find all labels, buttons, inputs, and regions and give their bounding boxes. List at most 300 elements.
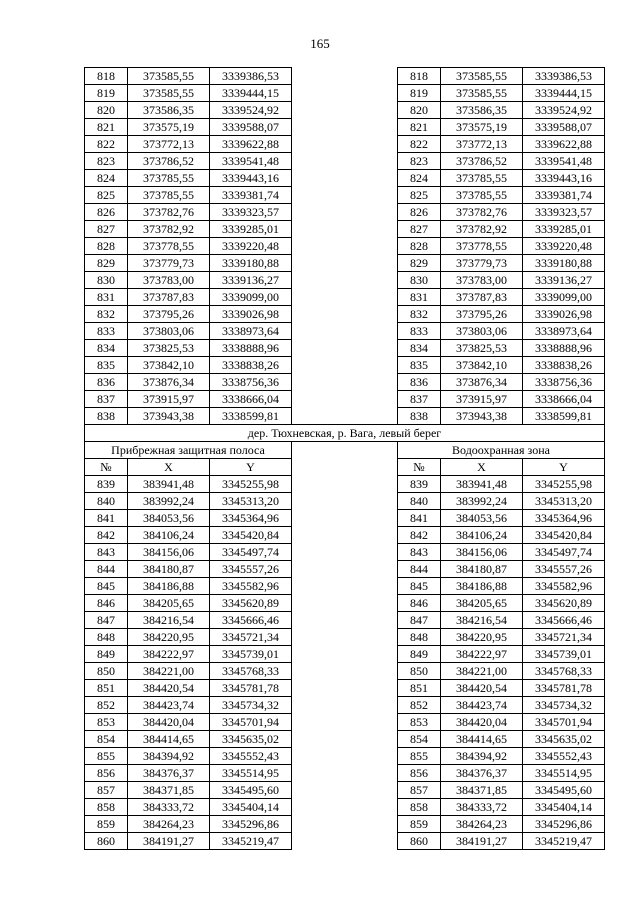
point-number-right: 857	[398, 782, 441, 799]
y-value-left: 3345582,96	[210, 578, 292, 595]
x-value-left: 373795,26	[128, 306, 210, 323]
point-number-left: 823	[85, 153, 128, 170]
point-number-right: 834	[398, 340, 441, 357]
table-row	[85, 340, 605, 357]
y-value-left: 3345734,32	[210, 697, 292, 714]
table-row	[85, 561, 605, 578]
point-number-left: 828	[85, 238, 128, 255]
point-number-left: 852	[85, 697, 128, 714]
point-number-left: 839	[85, 476, 128, 493]
x-value-right: 373785,55	[441, 170, 523, 187]
gap-cell	[292, 289, 398, 306]
point-number-right: 838	[398, 408, 441, 425]
table-row	[85, 527, 605, 544]
gap-cell	[292, 748, 398, 765]
y-value-right: 3345620,89	[523, 595, 605, 612]
y-value-right: 3339220,48	[523, 238, 605, 255]
point-number-left: 836	[85, 374, 128, 391]
y-value-right: 3339524,92	[523, 102, 605, 119]
point-number-right: 819	[398, 85, 441, 102]
x-value-left: 373915,97	[128, 391, 210, 408]
x-value-right: 373915,97	[441, 391, 523, 408]
y-value-left: 3339541,48	[210, 153, 292, 170]
gap-cell	[292, 510, 398, 527]
x-value-left: 384420,04	[128, 714, 210, 731]
point-number-right: 851	[398, 680, 441, 697]
gap-cell	[292, 136, 398, 153]
y-value-left: 3338838,26	[210, 357, 292, 374]
y-value-right: 3345497,74	[523, 544, 605, 561]
x-value-right: 384376,37	[441, 765, 523, 782]
table-body-bottom	[85, 476, 605, 850]
y-value-right: 3345701,94	[523, 714, 605, 731]
x-value-left: 373575,19	[128, 119, 210, 136]
point-number-left: 830	[85, 272, 128, 289]
point-number-right: 860	[398, 833, 441, 850]
point-number-left: 842	[85, 527, 128, 544]
right-zone-title: Водоохранная зона	[398, 442, 605, 459]
y-value-left: 3345721,34	[210, 629, 292, 646]
y-value-right: 3345296,86	[523, 816, 605, 833]
table-row	[85, 204, 605, 221]
point-number-right: 844	[398, 561, 441, 578]
table-row	[85, 391, 605, 408]
gap-cell	[292, 782, 398, 799]
gap-cell	[292, 544, 398, 561]
point-number-right: 829	[398, 255, 441, 272]
y-value-right: 3338973,64	[523, 323, 605, 340]
point-number-right: 842	[398, 527, 441, 544]
table-row	[85, 408, 605, 425]
gap-cell	[292, 153, 398, 170]
point-number-left: 818	[85, 68, 128, 85]
point-number-left: 846	[85, 595, 128, 612]
gap-cell	[292, 238, 398, 255]
x-value-left: 384264,23	[128, 816, 210, 833]
point-number-right: 859	[398, 816, 441, 833]
x-value-right: 373585,55	[441, 85, 523, 102]
x-value-right: 384420,04	[441, 714, 523, 731]
gap-cell	[292, 493, 398, 510]
table-row	[85, 272, 605, 289]
x-value-right: 384220,95	[441, 629, 523, 646]
y-value-left: 3345739,01	[210, 646, 292, 663]
point-number-right: 826	[398, 204, 441, 221]
x-value-left: 384186,88	[128, 578, 210, 595]
point-number-left: 843	[85, 544, 128, 561]
point-number-right: 845	[398, 578, 441, 595]
y-value-left: 3345404,14	[210, 799, 292, 816]
gap-cell	[292, 340, 398, 357]
point-number-right: 824	[398, 170, 441, 187]
y-value-right: 3345721,34	[523, 629, 605, 646]
point-number-left: 831	[85, 289, 128, 306]
y-value-left: 3339443,16	[210, 170, 292, 187]
table-row	[85, 663, 605, 680]
x-value-left: 373786,52	[128, 153, 210, 170]
point-number-left: 824	[85, 170, 128, 187]
x-value-right: 384106,24	[441, 527, 523, 544]
point-number-right: 848	[398, 629, 441, 646]
gap-cell	[292, 663, 398, 680]
y-value-right: 3339386,53	[523, 68, 605, 85]
point-number-left: 853	[85, 714, 128, 731]
y-value-left: 3345313,20	[210, 493, 292, 510]
gap-cell	[292, 102, 398, 119]
gap-cell	[292, 561, 398, 578]
table-row	[85, 255, 605, 272]
point-number-right: 828	[398, 238, 441, 255]
x-value-right: 384180,87	[441, 561, 523, 578]
header-num-left: №	[85, 459, 128, 476]
point-number-left: 835	[85, 357, 128, 374]
table-row	[85, 306, 605, 323]
table-row	[85, 714, 605, 731]
x-value-right: 384420,54	[441, 680, 523, 697]
y-value-right: 3338888,96	[523, 340, 605, 357]
x-value-right: 373772,13	[441, 136, 523, 153]
point-number-right: 818	[398, 68, 441, 85]
y-value-right: 3339381,74	[523, 187, 605, 204]
x-value-right: 373825,53	[441, 340, 523, 357]
table-row	[85, 187, 605, 204]
point-number-right: 825	[398, 187, 441, 204]
x-value-right: 384221,00	[441, 663, 523, 680]
gap-cell	[292, 187, 398, 204]
gap-cell	[292, 357, 398, 374]
x-value-left: 384221,00	[128, 663, 210, 680]
table-row	[85, 289, 605, 306]
y-value-right: 3339622,88	[523, 136, 605, 153]
x-value-left: 384333,72	[128, 799, 210, 816]
y-value-left: 3339622,88	[210, 136, 292, 153]
gap-cell	[292, 595, 398, 612]
x-value-left: 373782,92	[128, 221, 210, 238]
table-row	[85, 221, 605, 238]
x-value-right: 384191,27	[441, 833, 523, 850]
x-value-right: 373779,73	[441, 255, 523, 272]
point-number-right: 855	[398, 748, 441, 765]
gap-cell	[292, 833, 398, 850]
y-value-right: 3339541,48	[523, 153, 605, 170]
x-value-left: 384414,65	[128, 731, 210, 748]
x-value-right: 373778,55	[441, 238, 523, 255]
x-value-left: 384423,74	[128, 697, 210, 714]
y-value-left: 3345635,02	[210, 731, 292, 748]
table-row	[85, 68, 605, 85]
x-value-left: 373803,06	[128, 323, 210, 340]
x-value-right: 373876,34	[441, 374, 523, 391]
y-value-left: 3339386,53	[210, 68, 292, 85]
x-value-right: 373575,19	[441, 119, 523, 136]
table-row	[85, 476, 605, 493]
y-value-right: 3345635,02	[523, 731, 605, 748]
x-value-right: 373943,38	[441, 408, 523, 425]
point-number-left: 854	[85, 731, 128, 748]
x-value-right: 384333,72	[441, 799, 523, 816]
gap-cell	[292, 459, 398, 476]
header-y-right: Y	[523, 459, 605, 476]
x-value-right: 384264,23	[441, 816, 523, 833]
y-value-left: 3338888,96	[210, 340, 292, 357]
x-value-right: 384205,65	[441, 595, 523, 612]
page-number: 165	[310, 36, 330, 51]
point-number-right: 839	[398, 476, 441, 493]
y-value-right: 3345739,01	[523, 646, 605, 663]
table-row	[85, 765, 605, 782]
point-number-left: 834	[85, 340, 128, 357]
gap-cell	[292, 629, 398, 646]
table-row	[85, 646, 605, 663]
x-value-left: 373825,53	[128, 340, 210, 357]
table-row	[85, 629, 605, 646]
y-value-right: 3338838,26	[523, 357, 605, 374]
table-row	[85, 697, 605, 714]
x-value-right: 384156,06	[441, 544, 523, 561]
point-number-left: 848	[85, 629, 128, 646]
point-number-left: 832	[85, 306, 128, 323]
x-value-right: 384414,65	[441, 731, 523, 748]
table-body-top	[85, 68, 605, 425]
x-value-left: 373783,00	[128, 272, 210, 289]
y-value-right: 3339444,15	[523, 85, 605, 102]
x-value-left: 384420,54	[128, 680, 210, 697]
y-value-left: 3339220,48	[210, 238, 292, 255]
x-value-right: 373785,55	[441, 187, 523, 204]
point-number-right: 858	[398, 799, 441, 816]
y-value-left: 3339180,88	[210, 255, 292, 272]
y-value-right: 3345734,32	[523, 697, 605, 714]
gap-cell	[292, 306, 398, 323]
y-value-right: 3345781,78	[523, 680, 605, 697]
x-value-left: 373785,55	[128, 187, 210, 204]
x-value-left: 384222,97	[128, 646, 210, 663]
y-value-left: 3339099,00	[210, 289, 292, 306]
point-number-left: 838	[85, 408, 128, 425]
gap-cell	[292, 255, 398, 272]
y-value-left: 3345781,78	[210, 680, 292, 697]
x-value-left: 384156,06	[128, 544, 210, 561]
point-number-left: 821	[85, 119, 128, 136]
y-value-right: 3339180,88	[523, 255, 605, 272]
x-value-left: 373778,55	[128, 238, 210, 255]
left-zone-title: Прибрежная защитная полоса	[85, 442, 292, 459]
x-value-left: 373876,34	[128, 374, 210, 391]
header-y-left: Y	[210, 459, 292, 476]
point-number-right: 853	[398, 714, 441, 731]
point-number-right: 856	[398, 765, 441, 782]
point-number-left: 858	[85, 799, 128, 816]
table-row	[85, 799, 605, 816]
y-value-left: 3345497,74	[210, 544, 292, 561]
table-row	[85, 680, 605, 697]
y-value-left: 3339323,57	[210, 204, 292, 221]
y-value-left: 3345666,46	[210, 612, 292, 629]
x-value-left: 384394,92	[128, 748, 210, 765]
gap-cell	[292, 765, 398, 782]
gap-cell	[292, 204, 398, 221]
point-number-right: 852	[398, 697, 441, 714]
x-value-left: 384053,56	[128, 510, 210, 527]
y-value-right: 3345404,14	[523, 799, 605, 816]
x-value-left: 384191,27	[128, 833, 210, 850]
point-number-right: 832	[398, 306, 441, 323]
gap-cell	[292, 119, 398, 136]
point-number-left: 826	[85, 204, 128, 221]
y-value-left: 3339588,07	[210, 119, 292, 136]
y-value-right: 3338756,36	[523, 374, 605, 391]
gap-cell	[292, 391, 398, 408]
point-number-right: 847	[398, 612, 441, 629]
x-value-right: 373783,00	[441, 272, 523, 289]
table-row	[85, 731, 605, 748]
y-value-right: 3345514,95	[523, 765, 605, 782]
point-number-left: 856	[85, 765, 128, 782]
table-row	[85, 748, 605, 765]
y-value-right: 3339443,16	[523, 170, 605, 187]
y-value-left: 3338599,81	[210, 408, 292, 425]
x-value-right: 373782,92	[441, 221, 523, 238]
point-number-left: 819	[85, 85, 128, 102]
x-value-right: 384394,92	[441, 748, 523, 765]
point-number-right: 849	[398, 646, 441, 663]
point-number-right: 820	[398, 102, 441, 119]
x-value-right: 373803,06	[441, 323, 523, 340]
table-row	[85, 816, 605, 833]
point-number-left: 849	[85, 646, 128, 663]
point-number-right: 840	[398, 493, 441, 510]
y-value-right: 3345557,26	[523, 561, 605, 578]
gap-cell	[292, 68, 398, 85]
gap-cell	[292, 612, 398, 629]
x-value-right: 373786,52	[441, 153, 523, 170]
x-value-right: 373795,26	[441, 306, 523, 323]
x-value-right: 384222,97	[441, 646, 523, 663]
y-value-right: 3345364,96	[523, 510, 605, 527]
table-row	[85, 782, 605, 799]
point-number-right: 821	[398, 119, 441, 136]
x-value-right: 373842,10	[441, 357, 523, 374]
x-value-left: 384106,24	[128, 527, 210, 544]
point-number-left: 851	[85, 680, 128, 697]
section-title: дер. Тюхневская, р. Вага, левый берег	[85, 425, 605, 442]
point-number-right: 850	[398, 663, 441, 680]
table-row	[85, 85, 605, 102]
y-value-right: 3345582,96	[523, 578, 605, 595]
point-number-right: 823	[398, 153, 441, 170]
y-value-left: 3345557,26	[210, 561, 292, 578]
x-value-right: 383992,24	[441, 493, 523, 510]
y-value-right: 3339136,27	[523, 272, 605, 289]
point-number-right: 830	[398, 272, 441, 289]
x-value-left: 373782,76	[128, 204, 210, 221]
y-value-left: 3345255,98	[210, 476, 292, 493]
gap-cell	[292, 323, 398, 340]
y-value-right: 3345552,43	[523, 748, 605, 765]
x-value-right: 384423,74	[441, 697, 523, 714]
point-number-left: 829	[85, 255, 128, 272]
point-number-right: 841	[398, 510, 441, 527]
y-value-right: 3345666,46	[523, 612, 605, 629]
y-value-left: 3339381,74	[210, 187, 292, 204]
y-value-left: 3339524,92	[210, 102, 292, 119]
table-row	[85, 357, 605, 374]
point-number-left: 845	[85, 578, 128, 595]
point-number-left: 820	[85, 102, 128, 119]
y-value-right: 3345420,84	[523, 527, 605, 544]
point-number-right: 835	[398, 357, 441, 374]
x-value-right: 384216,54	[441, 612, 523, 629]
y-value-left: 3345495,60	[210, 782, 292, 799]
y-value-left: 3338756,36	[210, 374, 292, 391]
gap-cell	[292, 170, 398, 187]
x-value-left: 384371,85	[128, 782, 210, 799]
coordinates-table	[84, 67, 605, 850]
gap-cell	[292, 527, 398, 544]
table-row	[85, 833, 605, 850]
y-value-right: 3339099,00	[523, 289, 605, 306]
point-number-right: 843	[398, 544, 441, 561]
x-value-right: 373787,83	[441, 289, 523, 306]
point-number-left: 860	[85, 833, 128, 850]
y-value-left: 3345768,33	[210, 663, 292, 680]
table-row	[85, 153, 605, 170]
table-row	[85, 102, 605, 119]
y-value-left: 3345420,84	[210, 527, 292, 544]
table-row	[85, 544, 605, 561]
table-section-header	[85, 425, 605, 476]
point-number-left: 844	[85, 561, 128, 578]
point-number-left: 833	[85, 323, 128, 340]
y-value-right: 3339026,98	[523, 306, 605, 323]
x-value-left: 384216,54	[128, 612, 210, 629]
gap-cell	[292, 697, 398, 714]
y-value-left: 3339136,27	[210, 272, 292, 289]
gap-cell	[292, 221, 398, 238]
x-value-left: 373586,35	[128, 102, 210, 119]
point-number-right: 854	[398, 731, 441, 748]
point-number-left: 855	[85, 748, 128, 765]
point-number-right: 836	[398, 374, 441, 391]
x-value-left: 383992,24	[128, 493, 210, 510]
x-value-left: 373943,38	[128, 408, 210, 425]
point-number-right: 827	[398, 221, 441, 238]
point-number-left: 847	[85, 612, 128, 629]
table-row	[85, 374, 605, 391]
y-value-left: 3339285,01	[210, 221, 292, 238]
gap-cell	[292, 680, 398, 697]
table-row	[85, 510, 605, 527]
gap-cell	[292, 731, 398, 748]
table-row	[85, 170, 605, 187]
x-value-left: 383941,48	[128, 476, 210, 493]
point-number-right: 833	[398, 323, 441, 340]
x-value-left: 384220,95	[128, 629, 210, 646]
point-number-left: 825	[85, 187, 128, 204]
y-value-left: 3339444,15	[210, 85, 292, 102]
gap-cell	[292, 476, 398, 493]
point-number-left: 859	[85, 816, 128, 833]
x-value-left: 384205,65	[128, 595, 210, 612]
y-value-right: 3345219,47	[523, 833, 605, 850]
x-value-right: 384371,85	[441, 782, 523, 799]
point-number-left: 857	[85, 782, 128, 799]
x-value-right: 383941,48	[441, 476, 523, 493]
point-number-right: 822	[398, 136, 441, 153]
x-value-right: 384053,56	[441, 510, 523, 527]
x-value-right: 384186,88	[441, 578, 523, 595]
gap-cell	[292, 442, 398, 459]
